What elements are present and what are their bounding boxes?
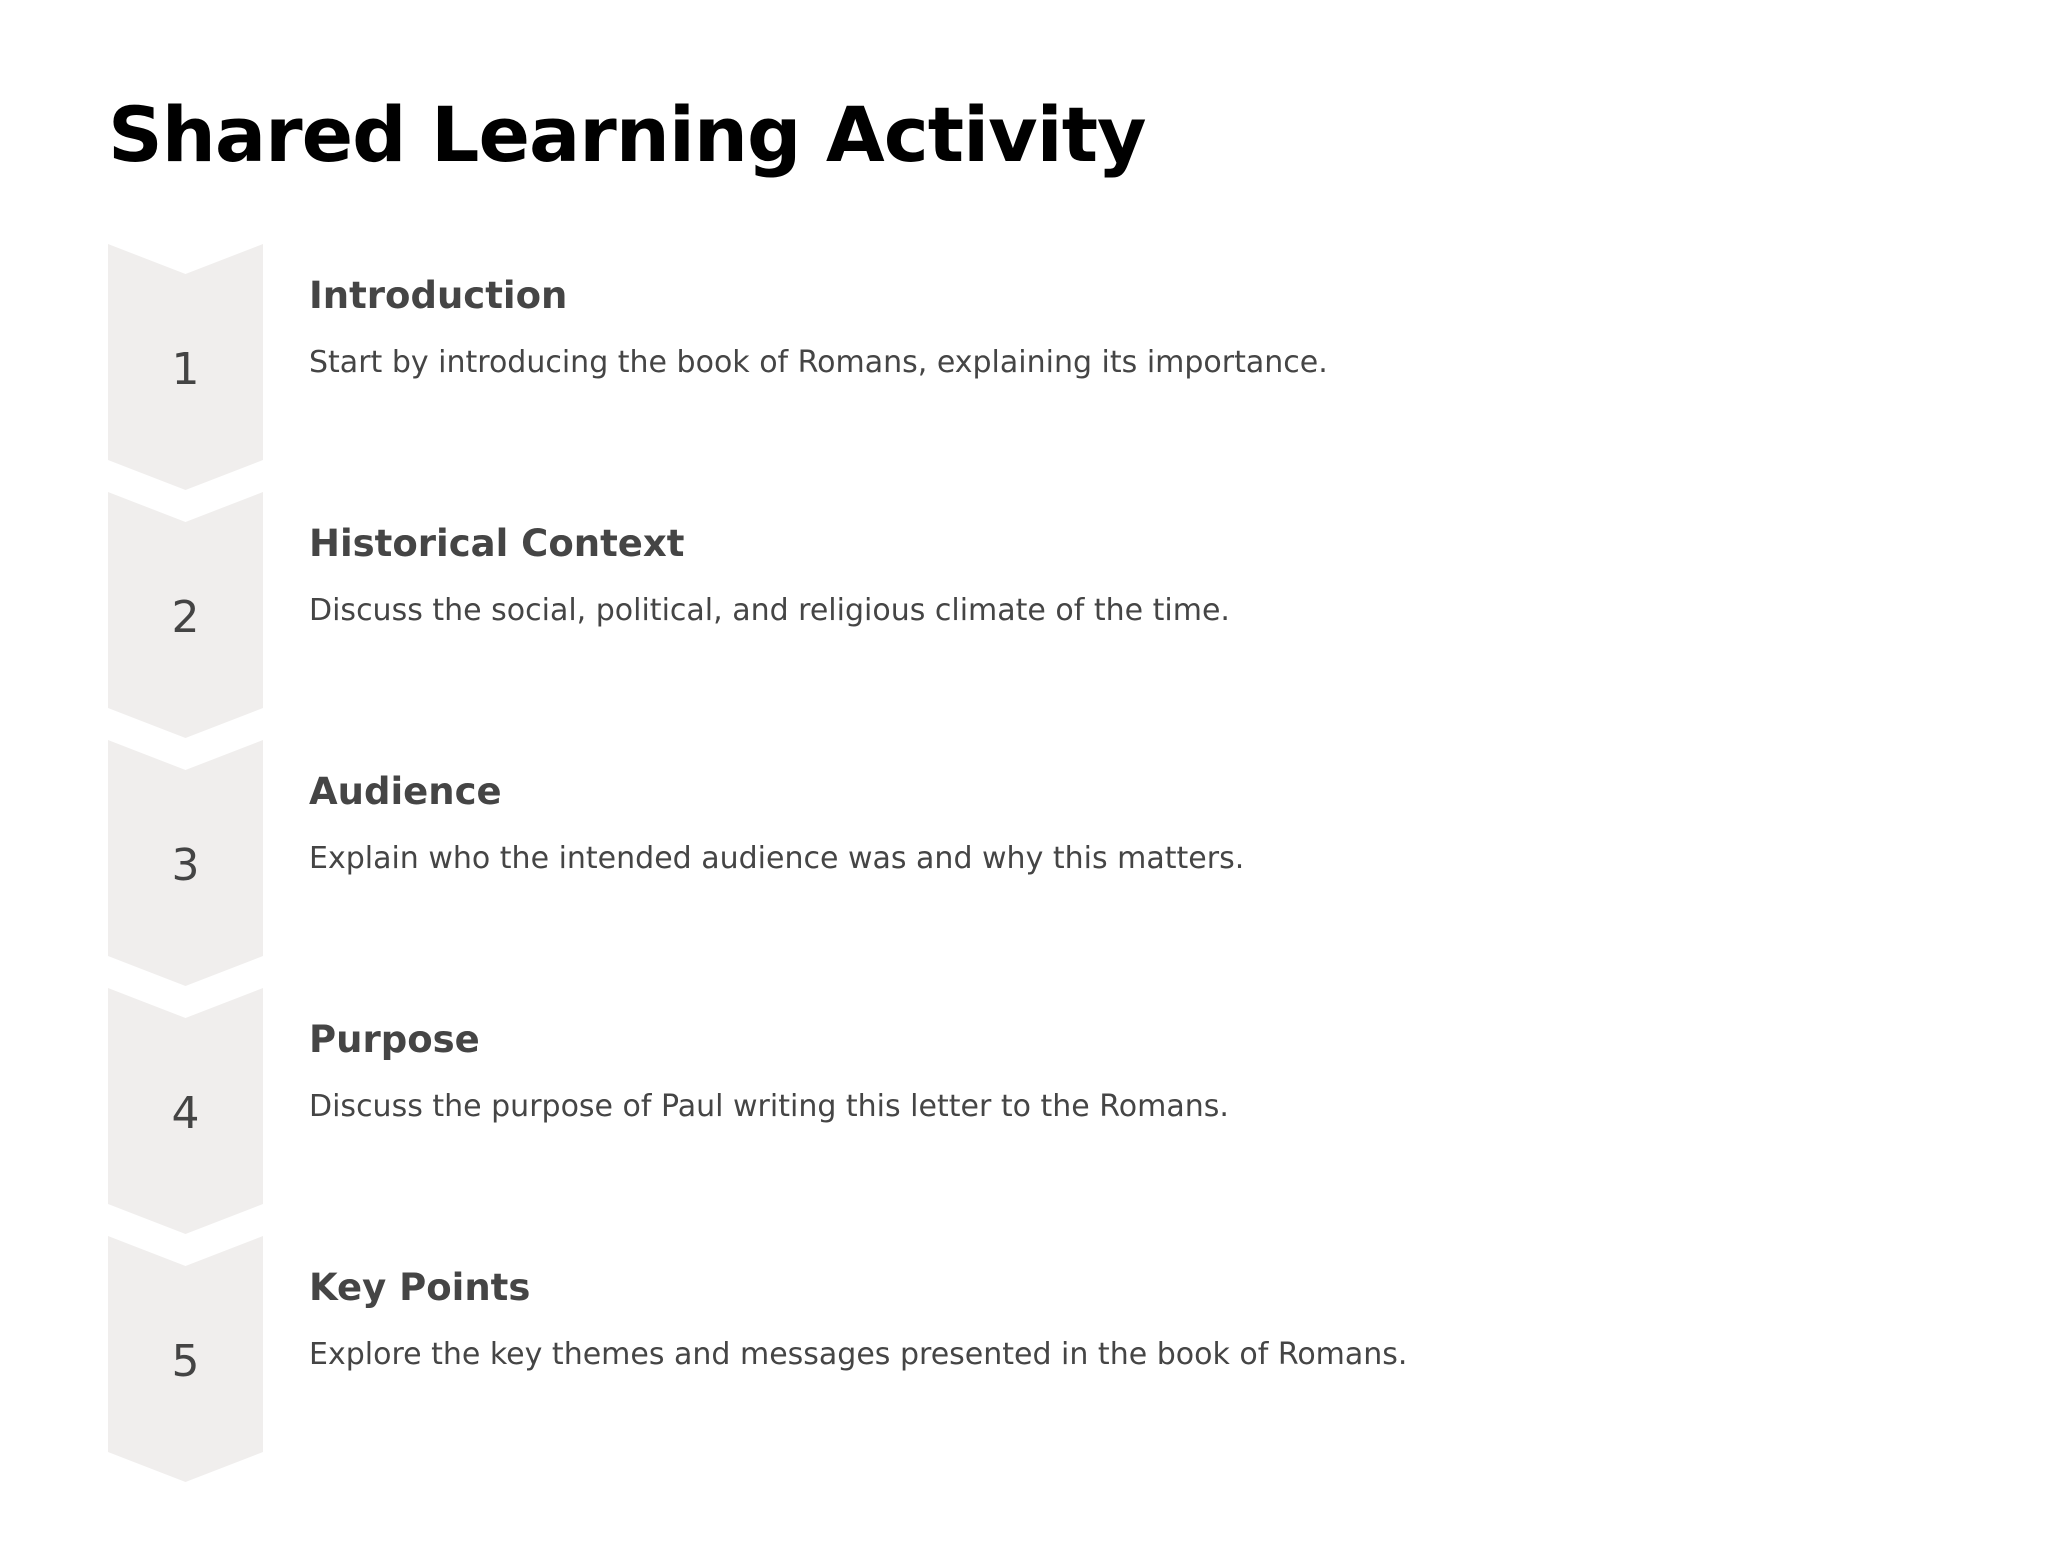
step-description: Discuss the social, political, and religious climate of the time. — [309, 593, 1230, 628]
step-title: Purpose — [309, 1018, 480, 1061]
page-title: Shared Learning Activity — [108, 90, 1146, 179]
step-title: Key Points — [309, 1266, 531, 1309]
step-5 — [108, 1236, 1908, 1512]
step-number: 5 — [171, 1336, 200, 1387]
step-description: Discuss the purpose of Paul writing this letter to the Romans. — [309, 1089, 1229, 1124]
step-3 — [108, 740, 1908, 1016]
step-1 — [108, 244, 1908, 520]
step-number: 3 — [171, 840, 200, 891]
step-title: Introduction — [309, 274, 568, 317]
step-number: 4 — [171, 1088, 200, 1139]
step-title: Audience — [309, 770, 502, 813]
step-4 — [108, 988, 1908, 1264]
step-number: 2 — [171, 592, 200, 643]
step-description: Explore the key themes and messages presented in the book of Romans. — [309, 1337, 1408, 1372]
step-description: Start by introducing the book of Romans, explaining its importance. — [309, 345, 1328, 380]
step-title: Historical Context — [309, 522, 685, 565]
step-description: Explain who the intended audience was and why this matters. — [309, 841, 1245, 876]
step-2 — [108, 492, 1908, 768]
step-number: 1 — [171, 344, 200, 395]
